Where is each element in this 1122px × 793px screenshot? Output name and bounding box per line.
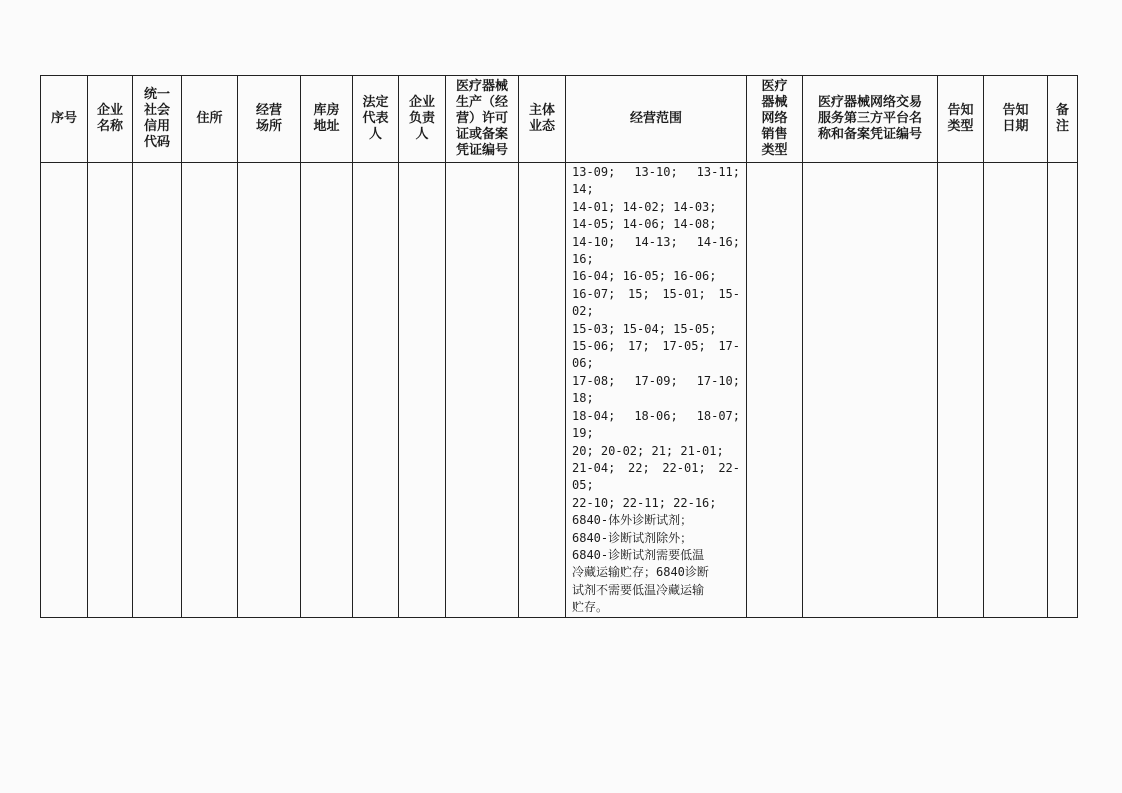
header-third-party-platform: 医疗器械网络交易 服务第三方平台名 称和备案凭证编号 [803, 76, 938, 163]
cell-notification-type [938, 163, 984, 618]
table-row [41, 163, 1078, 618]
cell-enterprise-name [88, 163, 133, 618]
header-business-premises: 经营 场所 [238, 76, 301, 163]
header-enterprise-manager: 企业 负责 人 [399, 76, 446, 163]
header-notification-type: 告知 类型 [938, 76, 984, 163]
cell-third-party-platform [803, 163, 938, 618]
cell-warehouse-address [301, 163, 353, 618]
cell-license-number [446, 163, 519, 618]
header-legal-representative: 法定 代表 人 [353, 76, 399, 163]
cell-business-form [519, 163, 566, 618]
header-business-scope: 经营范围 [566, 76, 747, 163]
header-warehouse-address: 库房 地址 [301, 76, 353, 163]
cell-remarks [1048, 163, 1078, 618]
cell-legal-representative [353, 163, 399, 618]
cell-business-premises [238, 163, 301, 618]
cell-credit-code [133, 163, 182, 618]
header-serial-number: 序号 [41, 76, 88, 163]
cell-business-scope [566, 163, 747, 618]
business-scope-text: 13-09; 13-10; 13-11; 14; 14-01; 14-02; 14-03; 14-05; 14-06; 14-08; 14-10; 14-13; 14-16; 16; 16-04; 16-05; 16-06; 16-07; 15; 15-01; 15-02; 15-03; 15-04; 15-05; 15-06; 17; 17-05; 17-06; 17-08; 17-09; 17-10; 18; 18-04; 18-06; 18-07; 19; 20; 20-02; 21; 21-01; 21-04; 22; 22-01; 22-05; 22-10; 22-11; 22-16; 6840-体外诊断试剂； 6840-诊断试剂除外； 6840-诊断试剂需要低温 冷藏运输贮存；6840诊断 试剂不需要低温冷藏运输 贮存。 [572, 165, 740, 615]
header-notification-date: 告知 日期 [984, 76, 1048, 163]
header-remarks: 备 注 [1048, 76, 1078, 163]
cell-serial-number [41, 163, 88, 618]
cell-online-sales-type [747, 163, 803, 618]
header-business-form: 主体 业态 [519, 76, 566, 163]
header-row [41, 76, 1078, 163]
cell-notification-date [984, 163, 1048, 618]
header-credit-code: 统一 社会 信用 代码 [133, 76, 182, 163]
filing-table [40, 75, 1078, 618]
header-domicile: 住所 [182, 76, 238, 163]
header-enterprise-name: 企业 名称 [88, 76, 133, 163]
header-online-sales-type: 医疗 器械 网络 销售 类型 [747, 76, 803, 163]
cell-domicile [182, 163, 238, 618]
cell-enterprise-manager [399, 163, 446, 618]
header-license-number: 医疗器械 生产（经 营）许可 证或备案 凭证编号 [446, 76, 519, 163]
